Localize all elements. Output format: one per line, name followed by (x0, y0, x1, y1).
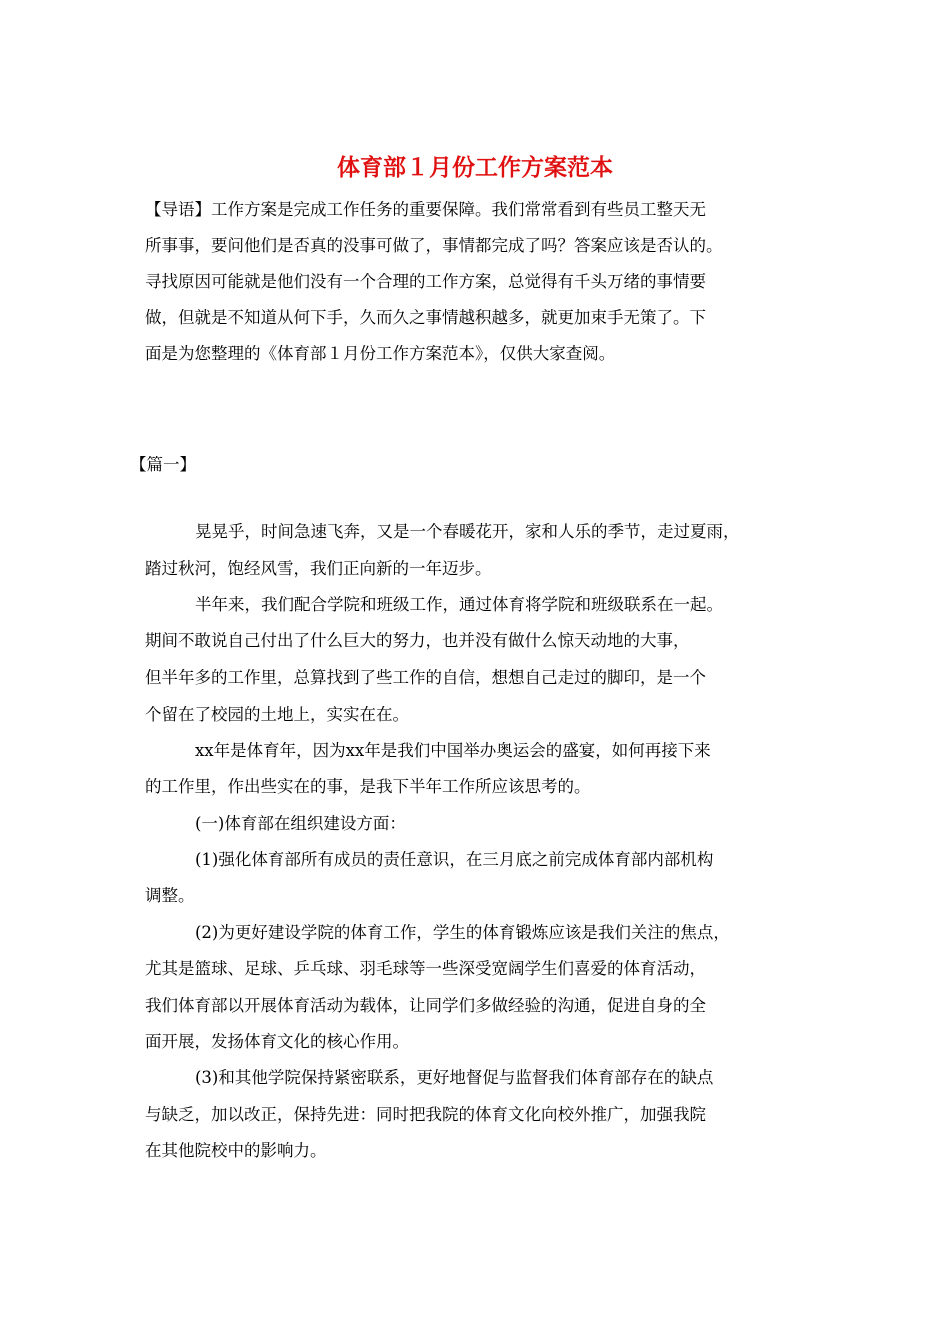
body-line: 踏过秋河，饱经风雪，我们正向新的一年迈步。 (145, 559, 492, 578)
intro-line: 做，但就是不知道从何下手，久而久之事情越积越多，就更加束手无策了。下 (145, 308, 706, 327)
body-line: 但半年多的工作里，总算找到了些工作的自信，想想自己走过的脚印，是一个 (145, 668, 706, 687)
intro-line: 寻找原因可能就是他们没有一个合理的工作方案，总觉得有千头万绪的事情要 (145, 272, 706, 291)
document-title: 体育部１月份工作方案范本 (337, 154, 613, 181)
body-line: 尤其是篮球、足球、乒乓球、羽毛球等一些深受宽阔学生们喜爱的体育活动， (145, 959, 706, 978)
body-line: 在其他院校中的影响力。 (145, 1141, 327, 1160)
body-line: 晃晃乎，时间急速飞奔，又是一个春暖花开，家和人乐的季节，走过夏雨， (195, 522, 740, 541)
body-line: 与缺乏，加以改正，保持先进：同时把我院的体育文化向校外推广，加强我院 (145, 1105, 706, 1124)
intro-line: 【导语】工作方案是完成工作任务的重要保障。我们常常看到有些员工整天无 (145, 200, 706, 219)
body-line: 期间不敢说自己付出了什么巨大的努力，也并没有做什么惊天动地的大事， (145, 631, 690, 650)
body-line: xx年是体育年，因为xx年是我们中国举办奥运会的盛宴，如何再接下来 (195, 741, 711, 760)
intro-line: 面是为您整理的《体育部１月份工作方案范本》，仅供大家查阅。 (145, 344, 616, 363)
body-line: (2)为更好建设学院的体育工作，学生的体育锻炼应该是我们关注的焦点， (195, 923, 730, 942)
section-heading: 【篇一】 (130, 455, 196, 474)
body-line: (1)强化体育部所有成员的责任意识，在三月底之前完成体育部内部机构 (195, 850, 714, 869)
body-line: 我们体育部以开展体育活动为载体，让同学们多做经验的沟通，促进自身的全 (145, 996, 706, 1015)
body-line: (一)体育部在组织建设方面： (195, 814, 406, 833)
body-line: 调整。 (145, 886, 195, 905)
body-line: 面开展，发扬体育文化的核心作用。 (145, 1032, 409, 1051)
body-line: 的工作里，作出些实在的事，是我下半年工作所应该思考的。 (145, 777, 591, 796)
body-line: 个留在了校园的土地上，实实在在。 (145, 705, 409, 724)
body-line: 半年来，我们配合学院和班级工作，通过体育将学院和班级联系在一起。 (195, 595, 723, 614)
intro-line: 所事事，要问他们是否真的没事可做了，事情都完成了吗？答案应该是否认的。 (145, 236, 723, 255)
body-line: (3)和其他学院保持紧密联系，更好地督促与监督我们体育部存在的缺点 (195, 1068, 714, 1087)
